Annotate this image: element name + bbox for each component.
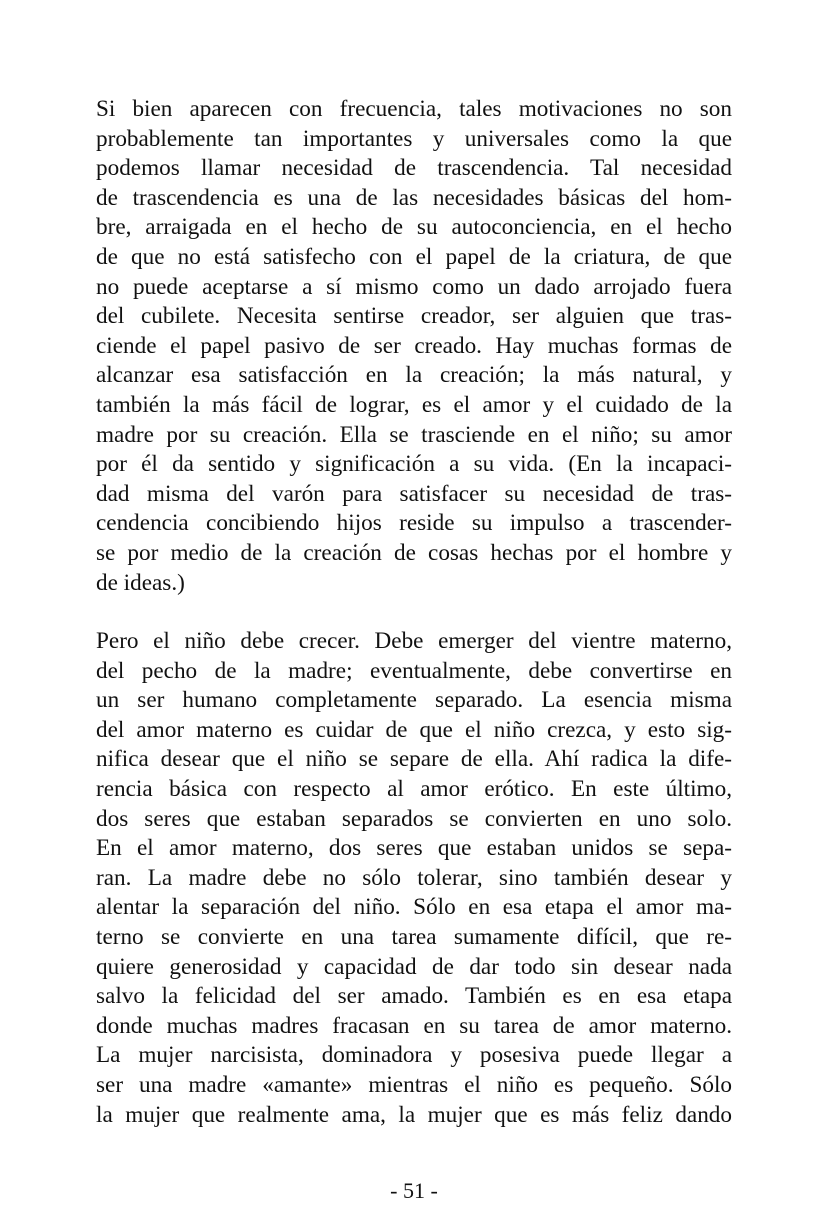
text-line: rencia básica con respecto al amor erótico. En este último, [96,775,732,802]
text-line: también la más fácil de lograr, es el amor y el cuidado de la [96,391,732,418]
text-line: Pero el niño debe crecer. Debe emerger del vientre materno, [96,628,732,654]
text-line: de trascendencia es una de las necesidades básicas del hom- [96,184,732,211]
page-number: - 51 - [390,1178,438,1203]
text-line: nifica desear que el niño se separe de ella. Ahí radica la dife- [96,746,732,773]
text-line: donde muchas madres fracasan en su tarea de amor materno. [96,1012,732,1039]
text-line: salvo la felicidad del ser amado. También es en esa etapa [96,983,732,1010]
text-line: ser una madre «amante» mientras el niño es pequeño. Sólo [96,1071,732,1098]
text-line: de que no está satisfecho con el papel de la criatura, de que [96,243,732,270]
text-line: cendencia concibiendo hijos reside su impulso a trascender- [96,510,732,537]
text-line: del cubilete. Necesita sentirse creador, ser alguien que tras- [96,303,732,330]
text-line: En el amor materno, dos seres que estaban unidos se sepa- [96,835,732,862]
text-line: ciende el papel pasivo de ser creado. Hay muchas formas de [96,332,732,359]
text-line: dad misma del varón para satisfacer su necesidad de tras- [96,480,732,507]
text-line: de ideas.) [96,569,185,596]
text-line: madre por su creación. Ella se trasciende en el niño; su amor [96,421,732,448]
text-line: del pecho de la madre; eventualmente, debe convertirse en [96,657,732,684]
text-line: podemos llamar necesidad de trascendencia. Tal necesidad [96,155,732,182]
text-line: bre, arraigada en el hecho de su autoconciencia, en el hecho [96,214,732,241]
text-line: terno se convierte en una tarea sumamente difícil, que re- [96,923,732,950]
paragraph-1 [96,95,732,598]
text-line: quiere generosidad y capacidad de dar todo sin desear nada [96,953,732,980]
text-line: dos seres que estaban separados se convierten en uno solo. [96,805,732,832]
text-line: del amor materno es cuidar de que el niño crezca, y esto sig- [96,716,732,743]
text-line: la mujer que realmente ama, la mujer que es más feliz dando [96,1101,732,1128]
text-line: no puede aceptarse a sí mismo como un dado arrojado fuera [96,273,732,300]
text-line: alcanzar esa satisfacción en la creación; la más natural, y [96,362,732,389]
text-line: por él da sentido y significación a su vida. (En la incapaci- [96,451,732,478]
text-line: La mujer narcisista, dominadora y posesiva puede llegar a [96,1042,732,1069]
text-line: un ser humano completamente separado. La esencia misma [96,687,732,714]
text-line: ran. La madre debe no sólo tolerar, sino también desear y [96,864,732,891]
paragraph-2 [96,627,732,1130]
text-line: probablemente tan importantes y universales como la que [96,125,732,152]
text-line: alentar la separación del niño. Sólo en esa etapa el amor ma- [96,894,732,921]
text-line: Si bien aparecen con frecuencia, tales motivaciones no son [96,96,732,122]
text-line: se por medio de la creación de cosas hechas por el hombre y [96,539,732,566]
